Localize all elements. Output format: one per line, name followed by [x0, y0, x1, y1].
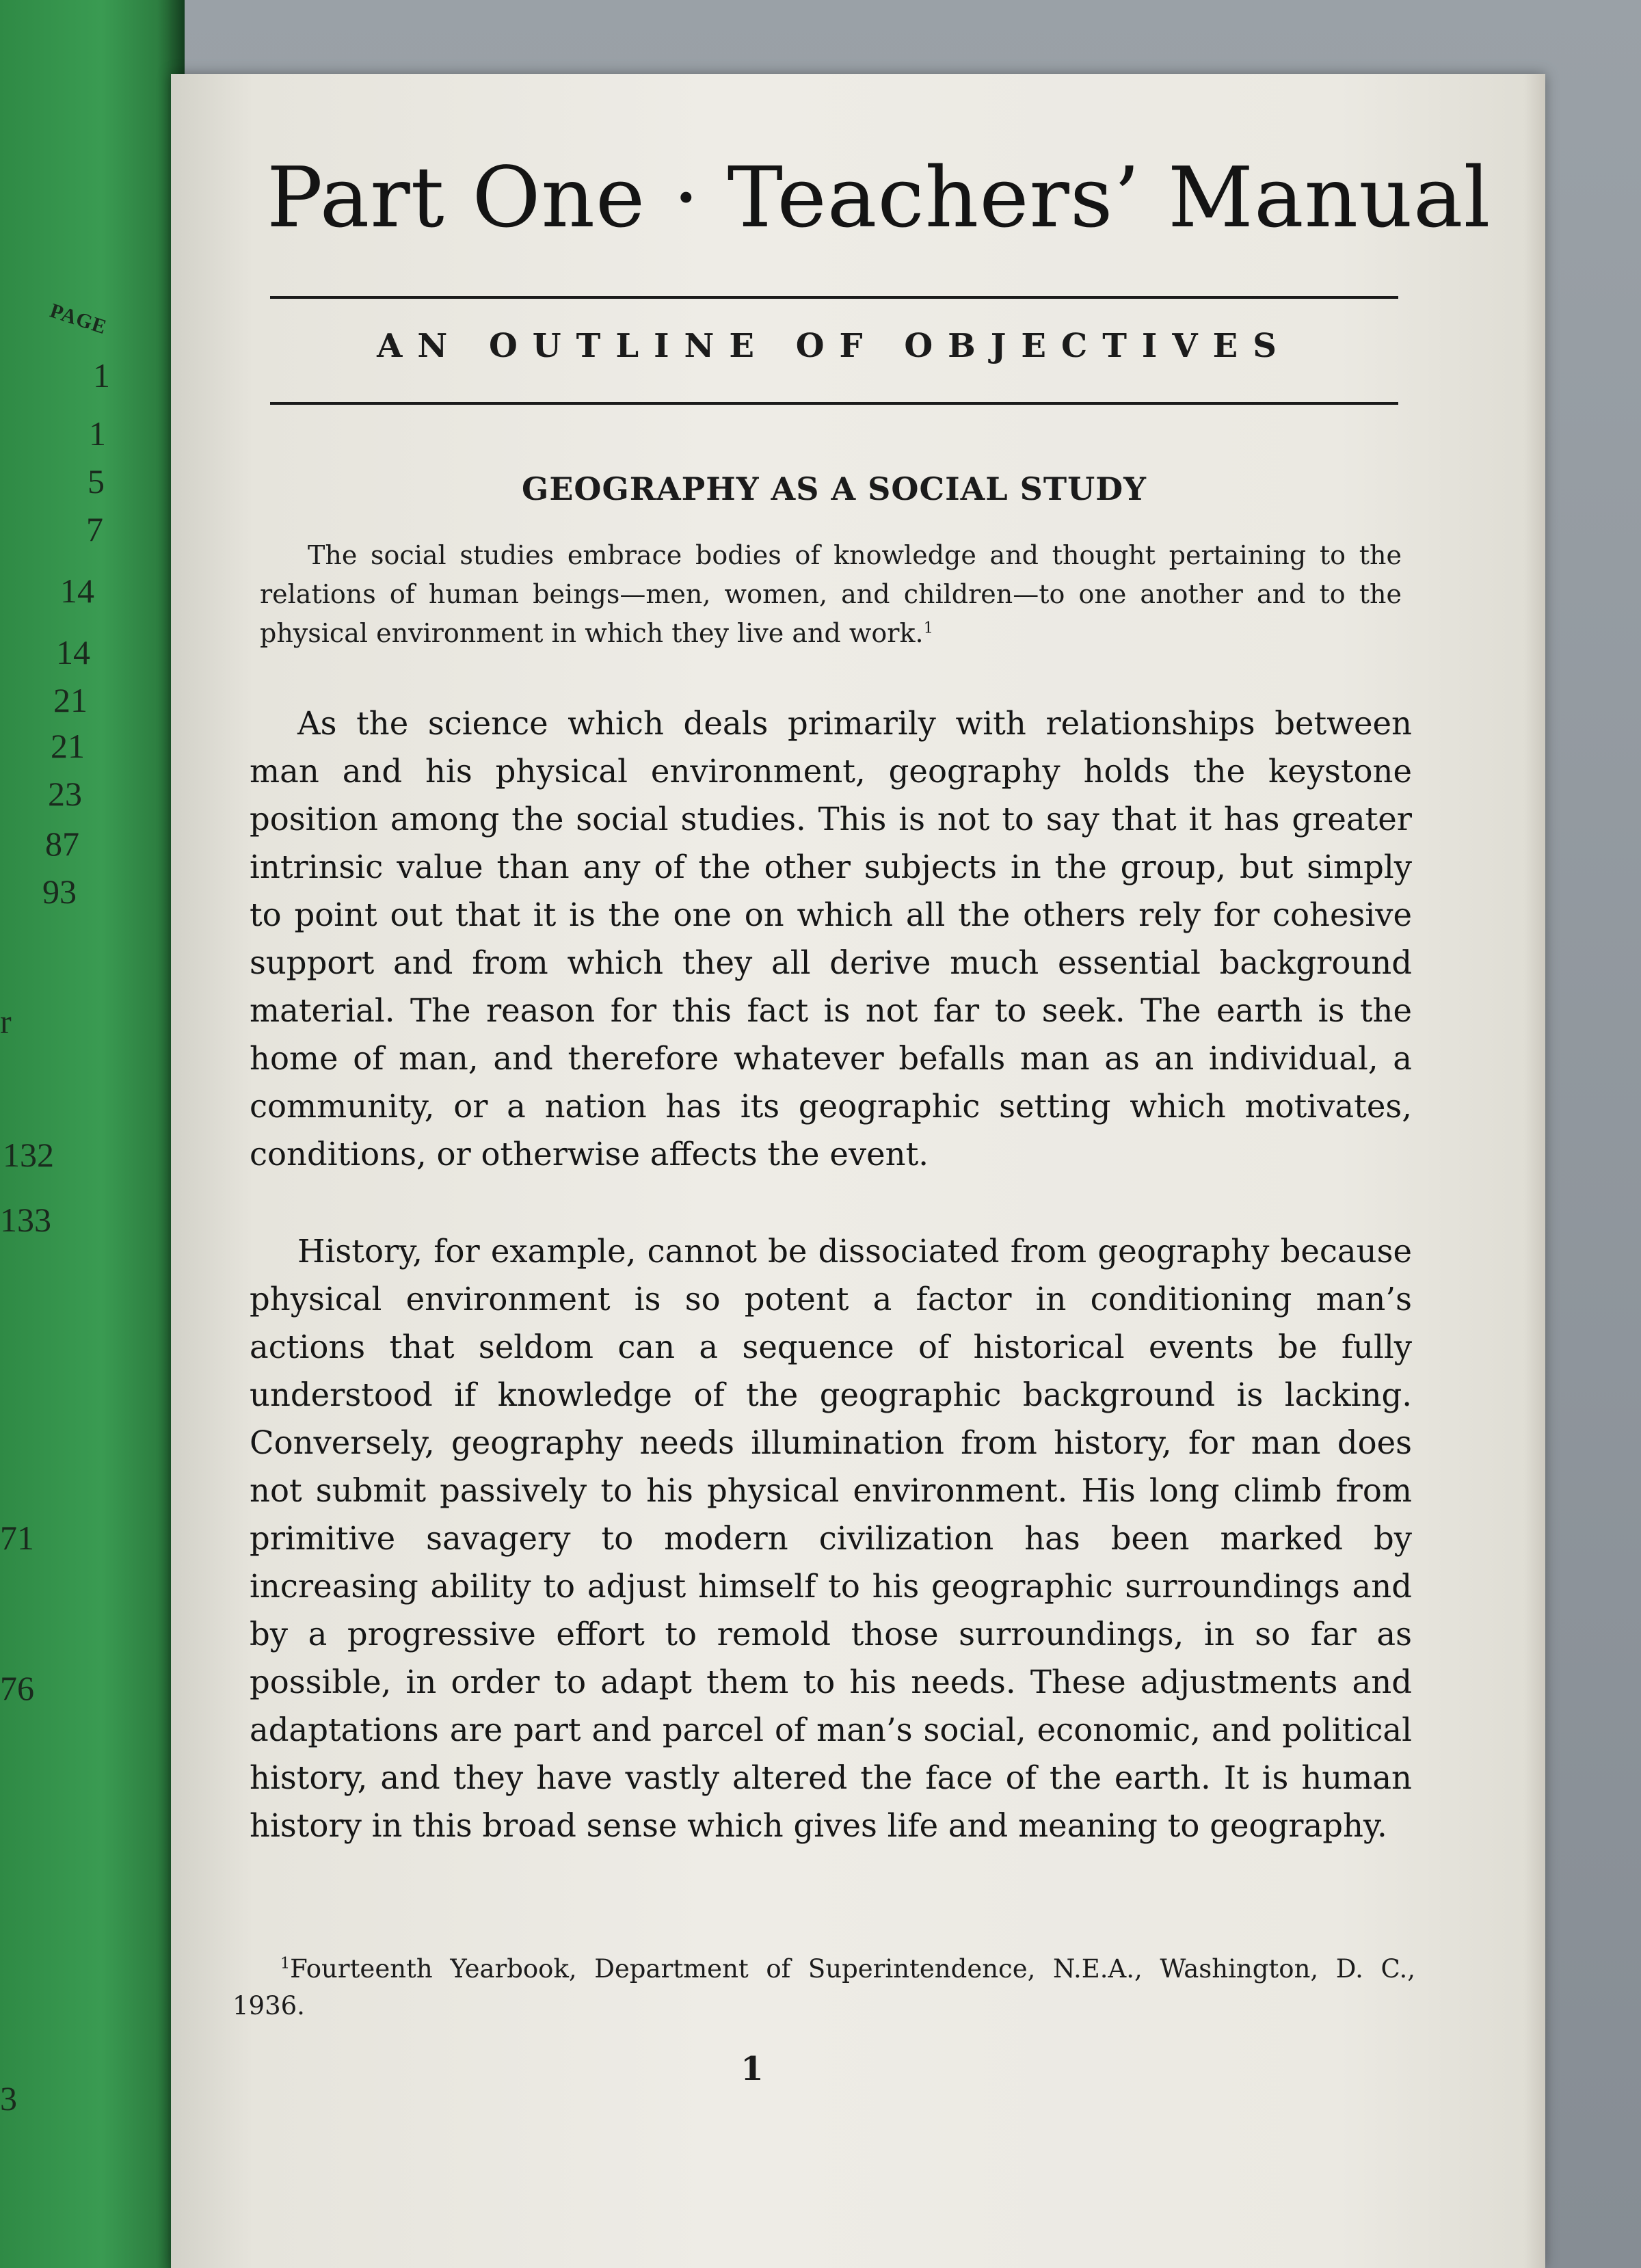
left-page-number: 3 [0, 2079, 17, 2118]
left-page-number: 21 [51, 727, 85, 765]
left-page-number: 21 [53, 681, 88, 719]
left-page-number: 133 [0, 1201, 51, 1239]
left-page-number: 1 [93, 356, 110, 395]
footnote-text: Fourteenth Yearbook, Department of Superintendence, N.E.A., Washington, D. C., 1936. [232, 1954, 1415, 2020]
page-edge [1525, 74, 1545, 2268]
page-number: 1 [741, 2050, 764, 2088]
quote-text: The social studies embrace bodies of knowledge and thought pertaining to the relations of human beings—men, women, and children—to one another and to the physical environment in which they live and work. [260, 540, 1402, 648]
left-page-number: 5 [88, 462, 105, 501]
left-facing-page [0, 0, 185, 2268]
left-page-number: 71 [0, 1519, 34, 1557]
left-page-header: PAGE [47, 299, 110, 339]
left-page-number: 1 [89, 414, 106, 453]
left-page-number: 23 [48, 775, 82, 813]
left-page-number: 87 [45, 825, 79, 863]
footnote-mark: 1 [280, 1954, 291, 1973]
bottom-rule [270, 402, 1398, 405]
left-page-number: 93 [42, 872, 77, 911]
outline-title: AN OUTLINE OF OBJECTIVES [377, 327, 1292, 365]
left-page-number: 7 [86, 510, 103, 548]
footnote [232, 1951, 1415, 2025]
left-page-number: 14 [60, 572, 94, 610]
part-title: Part One · Teachers’ Manual [267, 149, 1491, 246]
top-rule [270, 296, 1398, 299]
quote-footnote-mark: 1 [923, 619, 934, 637]
left-page-number: 14 [56, 633, 90, 671]
section-title: GEOGRAPHY AS A SOCIAL STUDY [522, 470, 1147, 507]
left-page-number: 132 [3, 1136, 54, 1174]
left-page-number: 76 [0, 1669, 34, 1707]
epigraph-quote [260, 536, 1402, 653]
left-page-number: r [0, 1002, 12, 1041]
body-paragraph-1: As the science which deals primarily with relationships between man and his physical environment, geography holds the keystone position among the social studies. This is not to say that it has greater intrinsic value than any of the other subjects in the group, but simply to point out that it is the one on which all the others rely for cohesive support and from which they all derive much essential background material. The reason for this fact is not far to seek. The earth is the home of man, and therefore whatever befalls man as an individual, a community, or a nation has its geographic setting which motivates, conditions, or otherwise affects the event. [250, 705, 1412, 1173]
body-paragraph-2: History, for example, cannot be dissociated from geography because physical environment is so potent a factor in conditioning man’s actions that seldom can a sequence of historical events be fully understood if knowledge of the geographic background is lacking. Conversely, geography needs illumination from history, for man does not submit passively to his physical environment. His long climb from primitive savagery to modern civilization has been marked by increasing ability to adjust himself to his geographic surroundings and by a progressive effort to remold those surroundings, in so far as possible, in order to adapt them to his needs. These adjustments and adaptations are part and parcel of man’s social, economic, and political history, and they have vastly altered the face of the earth. It is human history in this broad sense which gives life and meaning to geography. [250, 1233, 1412, 1844]
book-page [171, 74, 1545, 2268]
